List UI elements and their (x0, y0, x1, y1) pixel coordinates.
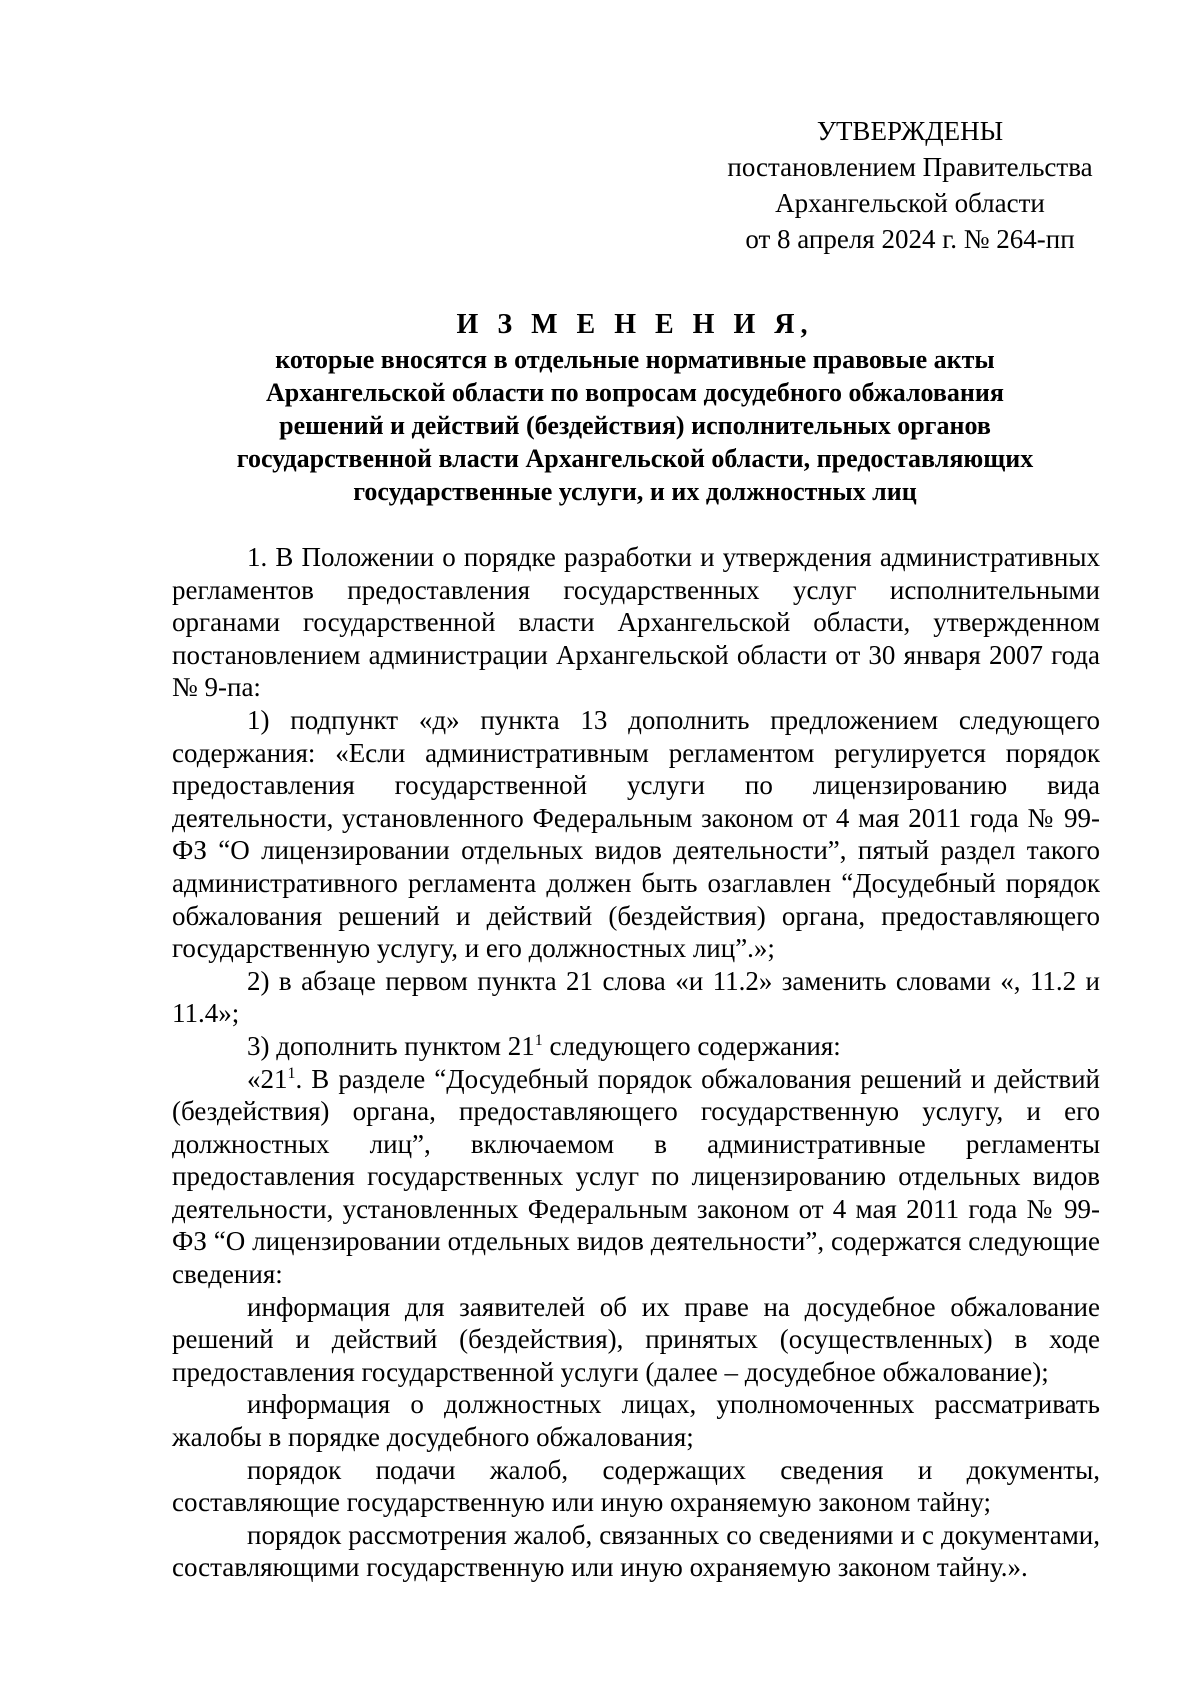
document-subtitle-line: решений и действий (бездействия) исполнительных органов (279, 411, 991, 440)
paragraph-text: «21 (247, 1063, 288, 1094)
paragraph-text: 3) дополнить пунктом 21 (247, 1030, 535, 1061)
document-subtitle-line: которые вносятся в отдельные нормативные правовые акты (275, 345, 995, 374)
superscript-number: 1 (287, 1064, 296, 1082)
paragraph-subitem-3 (172, 1030, 1100, 1063)
document-title: И З М Е Н Е Н И Я, (456, 309, 814, 340)
superscript-number: 1 (534, 1031, 543, 1049)
document-subtitle-line: государственной власти Архангельской области, предоставляющих (236, 444, 1034, 473)
paragraph-item-1: 1. В Положении о порядке разработки и утверждения административных регламентов предоставления государственных услуг исполнительными органами государственной власти Архангельской области, утвержденном постановлением администрации Архангельской области от 30 января 2007 года № 9-па: (172, 542, 1100, 703)
document-heading (170, 307, 1100, 508)
document-body (172, 541, 1100, 1584)
paragraph-text: . В разделе “Досудебный порядок обжалования решений и действий (бездействия) органа, предоставляющего государственную услугу, и его должностных лиц”, включаемом в административные регламенты предоставления государственных услуг по лицензированию отдельных видов деятельности, установленных Федеральным законом от 4 мая 2011 года № 99-ФЗ “О лицензировании отдельных видов деятельности”, содержатся следующие сведения: (172, 1063, 1100, 1290)
approval-title: УТВЕРЖДЕНЫ (816, 116, 1004, 146)
document-subtitle-line: государственные услуги, и их должностных лиц (353, 477, 917, 506)
approval-issuer: постановлением Правительства (727, 152, 1093, 182)
document-subtitle-line: Архангельской области по вопросам досудебного обжалования (266, 378, 1004, 407)
paragraph-text: следующего содержания: (542, 1030, 841, 1061)
approval-stamp (700, 113, 1120, 257)
paragraph-complaint-filing: порядок подачи жалоб, содержащих сведения и документы, составляющие государственную или иную охраняемую законом тайну; (172, 1454, 1100, 1518)
paragraph-info-applicants: информация для заявителей об их праве на досудебное обжалование решений и действий (бездействия), принятых (осуществленных) в ходе предоставления государственной услуги (далее – досудебное обжалование); (172, 1291, 1100, 1387)
paragraph-subitem-2: 2) в абзаце первом пункта 21 слова «и 11.2» заменить словами «, 11.2 и 11.4»; (172, 965, 1100, 1029)
paragraph-info-officials: информация о должностных лицах, уполномоченных рассматривать жалобы в порядке досудебного обжалования; (172, 1389, 1100, 1453)
approval-date-number: от 8 апреля 2024 г. № 264-пп (745, 224, 1075, 254)
approval-region: Архангельской области (775, 188, 1045, 218)
paragraph-new-point-21-1 (172, 1063, 1100, 1291)
paragraph-complaint-review: порядок рассмотрения жалоб, связанных со сведениями и с документами, составляющими государственную или иную охраняемую законом тайну.». (172, 1519, 1100, 1583)
paragraph-subitem-1: 1) подпункт «д» пункта 13 дополнить предложением следующего содержания: «Если административным регламентом регулируется порядок предоставления государственной услуги по лицензированию вида деятельности, установленного Федеральным законом от 4 мая 2011 года № 99-ФЗ “О лицензировании отдельных видов деятельности”, пятый раздел такого административного регламента должен быть озаглавлен “Досудебный порядок обжалования решений и действий (бездействия) органа, предоставляющего государственную услугу, и его должностных лиц”.»; (172, 704, 1100, 964)
